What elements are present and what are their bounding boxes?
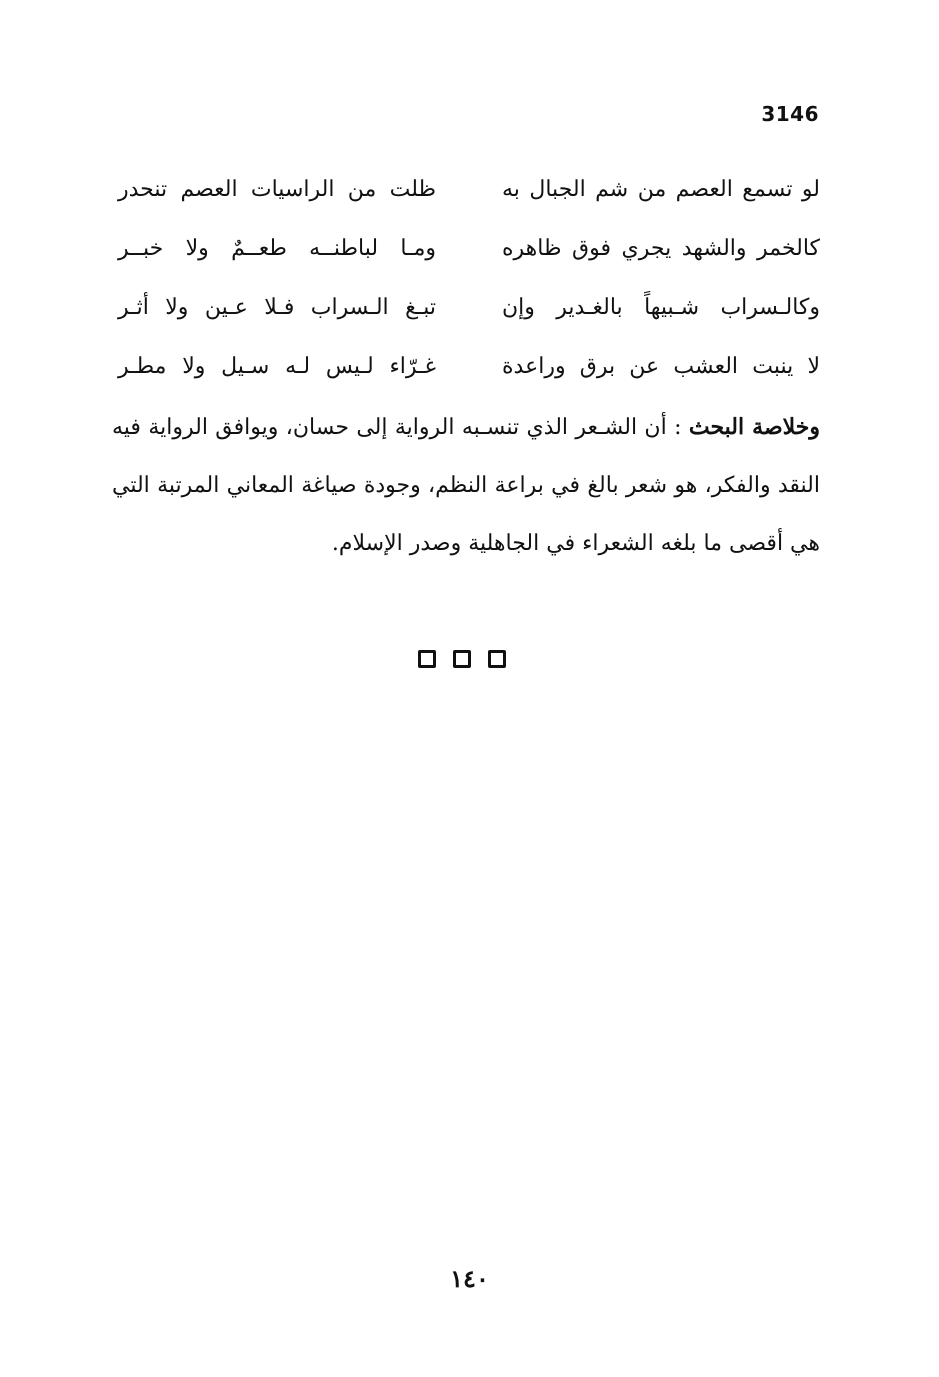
verse [118, 278, 820, 337]
section-end-ornament [418, 650, 506, 668]
poem [118, 160, 820, 396]
verse-second-hemistich: ومـا لباطنــه طعــمٌ ولا خبــر [118, 236, 436, 261]
square-ornament-icon [488, 650, 506, 668]
verse-first-hemistich: كالخمر والشهد يجري فوق ظاهره [502, 236, 820, 261]
verse [118, 219, 820, 278]
conclusion-lead: وخلاصة البحث [688, 414, 820, 440]
verse [118, 337, 820, 396]
verse-second-hemistich: تبـغ الـسراب فـلا عـين ولا أثـر [118, 295, 436, 320]
verse-first-hemistich: لو تسمع العصم من شم الجبال به [502, 177, 820, 202]
square-ornament-icon [418, 650, 436, 668]
verse-first-hemistich: لا ينبت العشب عن برق وراعدة [502, 354, 820, 379]
page-id: 3146 [761, 102, 819, 126]
conclusion-paragraph [112, 398, 820, 573]
verse-second-hemistich: غـرّاء لـيس لـه سـيل ولا مطـر [118, 354, 436, 379]
verse-second-hemistich: ظلت من الراسيات العصم تنحدر [118, 177, 436, 202]
verse [118, 160, 820, 219]
verse-first-hemistich: وكالـسراب شـبيهاً بالغـدير وإن [502, 295, 820, 320]
page-number: ١٤٠ [450, 1264, 489, 1293]
square-ornament-icon [453, 650, 471, 668]
conclusion-text: : أن الشـعر الذي تنسـبه الرواية إلى حسان، ويوافق الرواية فيه النقد والفكر، هو شعر بالغ في براعة النظم، وجودة صياغة المعاني المرتبة التي هي أقصى ما بلغه الشعراء في الجاهلية وصدر الإسلام. [112, 415, 820, 556]
